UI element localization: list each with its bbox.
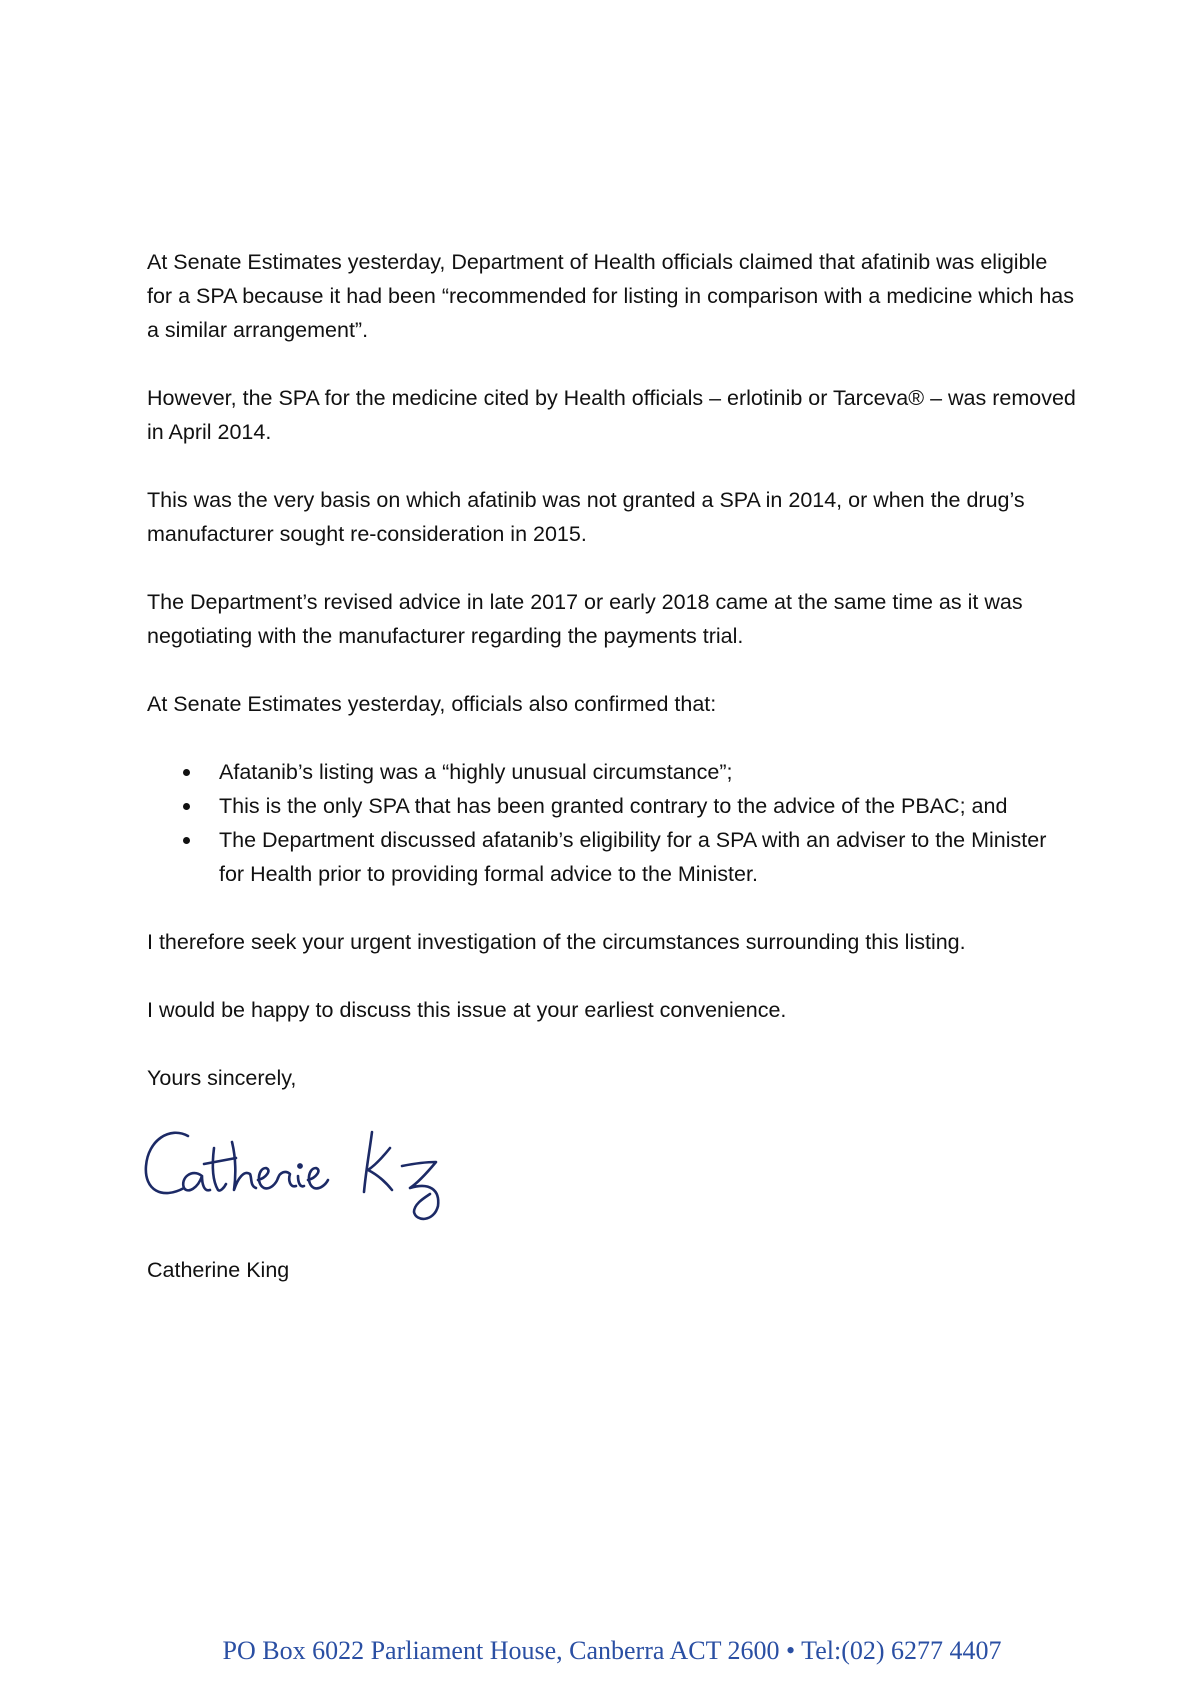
paragraph-officials-confirmed: At Senate Estimates yesterday, officials also confirmed that: (147, 692, 717, 716)
valediction: Yours sincerely, (147, 1066, 297, 1090)
list-item (147, 789, 1077, 823)
handwritten-signature (140, 1118, 490, 1228)
list-item-text: Afatanib’s listing was a “highly unusual circumstance”; (219, 760, 733, 784)
paragraph-afatinib-claim: At Senate Estimates yesterday, Department of Health officials claimed that afatinib was eligible for a SPA because it had been “recommended for listing in comparison with a medicine which has a similar arrangement”. (147, 250, 1074, 342)
paragraph-happy-to-discuss: I would be happy to discuss this issue at your earliest convenience. (147, 998, 787, 1022)
list-item (147, 823, 1077, 891)
confirmed-points-list (147, 755, 1077, 891)
letter-body (147, 245, 1077, 1129)
list-item (147, 755, 1077, 789)
list-item-text: This is the only SPA that has been granted contrary to the advice of the PBAC; and (219, 794, 1008, 818)
footer (0, 1636, 1200, 1666)
signatory-name: Catherine King (147, 1258, 290, 1282)
paragraph-seek-investigation: I therefore seek your urgent investigation of the circumstances surrounding this listing. (147, 930, 966, 954)
footer-address: PO Box 6022 Parliament House, Canberra ACT 2600 • Tel:(02) 6277 4407 (222, 1636, 1002, 1665)
list-item-text: The Department discussed afatanib’s eligibility for a SPA with an adviser to the Minister for Health prior to providing formal advice to the Minister. (219, 828, 1047, 886)
paragraph-basis: This was the very basis on which afatinib was not granted a SPA in 2014, or when the drug’s manufacturer sought re-consideration in 2015. (147, 488, 1025, 546)
paragraph-spa-removed: However, the SPA for the medicine cited by Health officials – erlotinib or Tarceva® – was removed in April 2014. (147, 386, 1076, 444)
paragraph-revised-advice: The Department’s revised advice in late 2017 or early 2018 came at the same time as it was negotiating with the manufacturer regarding the payments trial. (147, 590, 1023, 648)
